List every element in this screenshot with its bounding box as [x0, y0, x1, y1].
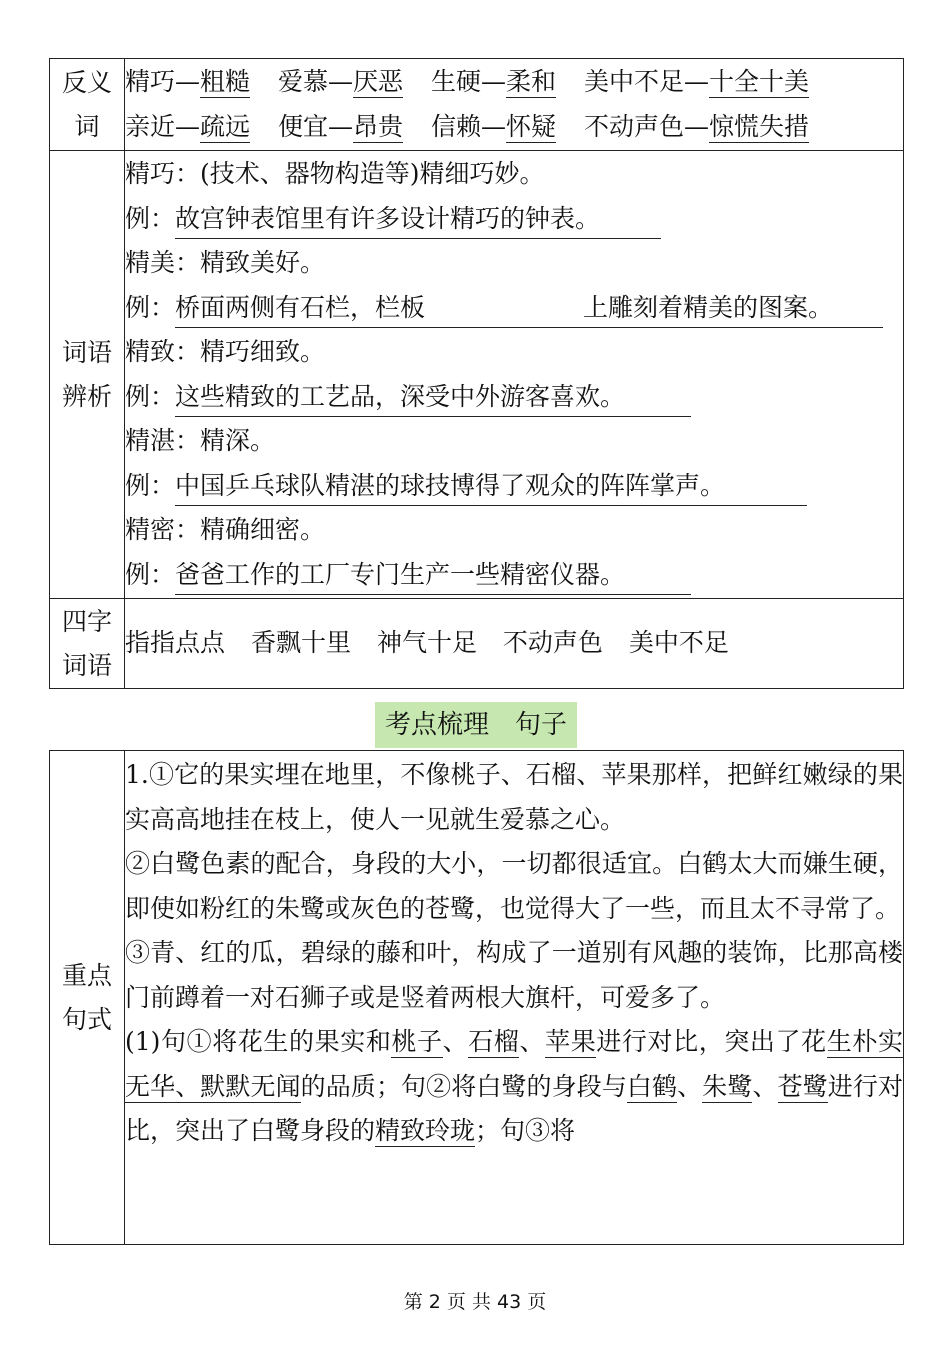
- antonyms-row: [50, 59, 904, 151]
- analysis-row: [50, 151, 904, 599]
- idiom-item: 指指点点: [125, 628, 226, 658]
- idiom-item: 香飘十里: [250, 628, 351, 658]
- definition-line: 精美：精致美好。: [125, 248, 326, 277]
- example-line: 例：爸爸工作的工厂专门生产一些精密仪器。: [125, 553, 903, 598]
- sentence-3: ③青、红的瓜，碧绿的藤和叶，构成了一道别有风趣的装饰，比那高楼门前蹲着一对石狮子或是竖着两根大旗杆，可爱多了。: [125, 938, 903, 1012]
- antonym-pair: 生硬—柔和: [430, 67, 556, 96]
- key-sentences-label: 重点句式: [50, 751, 125, 1245]
- page-number: 2: [428, 1291, 441, 1313]
- definition-line: 精密：精确细密。: [125, 515, 326, 544]
- idiom-item: 不动声色: [502, 628, 603, 658]
- idioms-label: 四字词语: [50, 599, 125, 689]
- idiom-item: 神气十足: [376, 628, 477, 658]
- definition-line: 精湛：精深。: [125, 426, 276, 455]
- analysis-content: [125, 151, 904, 599]
- section-title: 考点梳理 句子: [375, 702, 577, 748]
- antonym-pair: 精巧—粗糙: [125, 67, 251, 96]
- vocabulary-table: [49, 58, 904, 689]
- example-line: 例：故宫钟表馆里有许多设计精巧的钟表。: [125, 197, 903, 242]
- antonym-pair: 不动声色—惊慌失措: [583, 111, 809, 141]
- definition-line: 精巧：(技术、器物构造等)精细巧妙。: [125, 159, 545, 188]
- page-total: 43: [497, 1291, 522, 1313]
- idiom-item: 美中不足: [628, 628, 729, 658]
- antonyms-content: [125, 59, 904, 151]
- antonym-pair: 亲近—疏远: [125, 111, 251, 141]
- definition-line: 精致：精巧细致。: [125, 337, 326, 366]
- sentences-table: [49, 750, 904, 1245]
- key-sentences-content: [125, 751, 904, 1245]
- sentence-1: 1.①它的果实埋在地里，不像桃子、石榴、苹果那样，把鲜红嫩绿的果实高高地挂在枝上，使人一见就生爱慕之心。: [125, 760, 903, 834]
- antonym-pair: 爱慕—厌恶: [277, 67, 404, 96]
- example-line: 例：中国乒乓球队精湛的球技博得了观众的阵阵掌声。: [125, 464, 903, 509]
- antonym-pair: 信赖—怀疑: [430, 111, 556, 141]
- antonyms-line-1: [125, 60, 903, 105]
- idioms-row: [50, 599, 904, 689]
- page-footer: 第 2 页 共 43 页: [403, 1291, 547, 1313]
- antonyms-line-2: [125, 105, 903, 150]
- example-line: 例：桥面两侧有石栏，栏板 上雕刻着精美的图案。: [125, 286, 903, 331]
- idioms-content: [125, 599, 904, 689]
- key-sentences-row: [50, 751, 904, 1245]
- antonyms-label: 反义词: [50, 59, 125, 151]
- example-line: 例：这些精致的工艺品，深受中外游客喜欢。: [125, 375, 903, 420]
- sentence-analysis: (1)句①将花生的果实和桃子、石榴、苹果进行对比，突出了花生朴实无华、默默无闻的品质；句②将白鹭的身段与白鹤、朱鹭、苍鹭进行对比，突出了白鹭身段的精致玲珑；句③将: [125, 1027, 903, 1145]
- antonym-pair: 美中不足—十全十美: [583, 67, 809, 96]
- sentence-2: ②白鹭色素的配合，身段的大小，一切都很适宜。白鹤太大而嫌生硬，即使如粉红的朱鹭或灰色的苍鹭，也觉得大了一些，而且太不寻常了。: [125, 849, 903, 923]
- antonym-pair: 便宜—昂贵: [277, 111, 404, 141]
- analysis-label: 词语辨析: [50, 151, 125, 599]
